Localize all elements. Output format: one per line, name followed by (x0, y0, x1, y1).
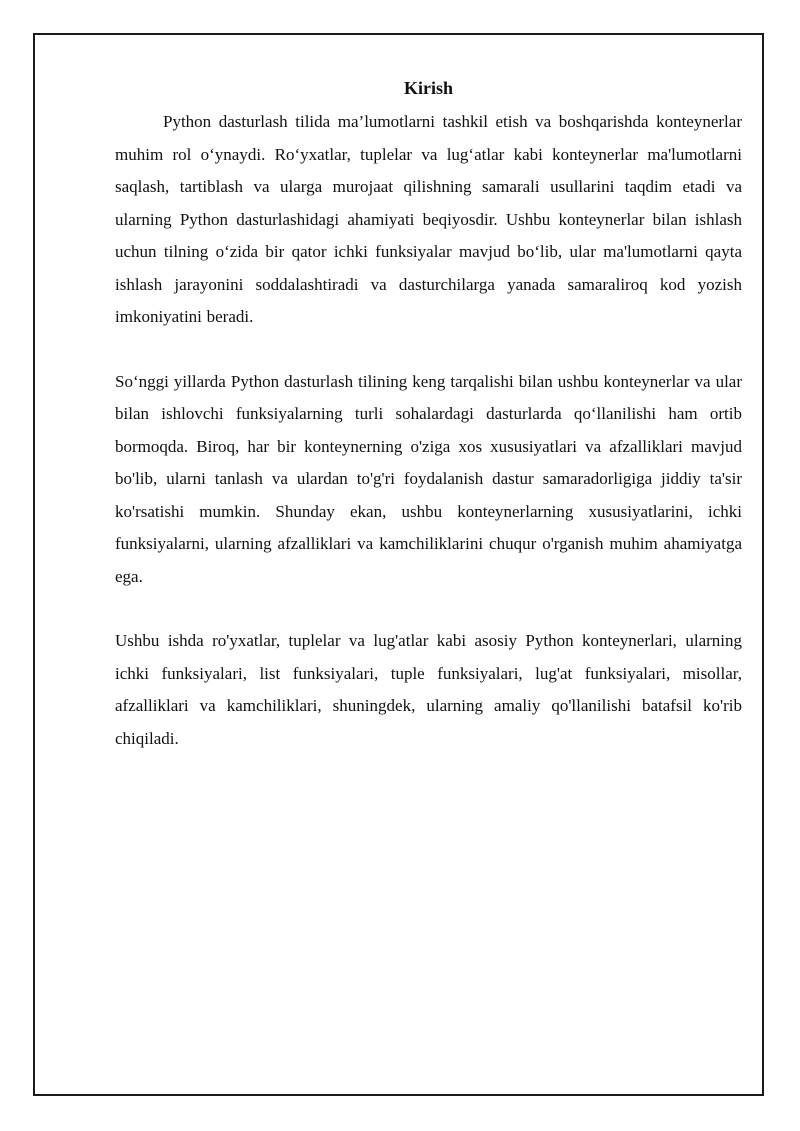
document-body (115, 76, 742, 755)
document-title: Kirish (403, 78, 453, 98)
paragraph-spacer (115, 593, 742, 625)
paragraph-1: Python dasturlash tilida ma’lumotlarni tashkil etish va boshqarishda konteynerlar muhim rol o‘ynaydi. Ro‘yxatlar, tuplelar va lug‘atlar kabi konteynerlar ma'lumotlarni saqlash, tartiblash va ularga murojaat qilishning samarali usullarini taqdim etadi va ularning Python dasturlashidagi ahamiyati beqiyosdir. Ushbu konteynerlar bilan ishlash uchun tilning o‘zida bir qator ichki funksiyalar mavjud bo‘lib, ular ma'lumotlarni qayta ishlash jarayonini soddalashtiradi va dasturchilarga yanada samaraliroq kod yozish imkoniyatini beradi. (115, 112, 742, 326)
paragraph-spacer (115, 334, 742, 366)
paragraph-2: So‘nggi yillarda Python dasturlash tilining keng tarqalishi bilan ushbu konteynerlar va ular bilan ishlovchi funksiyalarning turli sohalardagi dasturlarda qo‘llanilishi ham ortib bormoqda. Biroq, har bir konteynerning o'ziga xos xususiyatlari va afzalliklari mavjud bo'lib, ularni tanlash va ulardan to'g'ri foydalanish dastur samaradorligiga jiddiy ta'sir ko'rsatishi mumkin. Shunday ekan, ushbu konteynerlarning xususiyatlarini, ichki funksiyalarni, ularning afzalliklari va kamchiliklarini chuqur o'rganish muhim ahamiyatga ega. (115, 371, 742, 586)
paragraph-3: Ushbu ishda ro'yxatlar, tuplelar va lug'atlar kabi asosiy Python konteynerlari, ularning ichki funksiyalari, list funksiyalari, tuple funksiyalari, lug'at funksiyalari, misollar, afzalliklari va kamchiliklari, shuningdek, ularning amaliy qo'llanilishi batafsil ko'rib chiqiladi. (115, 631, 742, 748)
